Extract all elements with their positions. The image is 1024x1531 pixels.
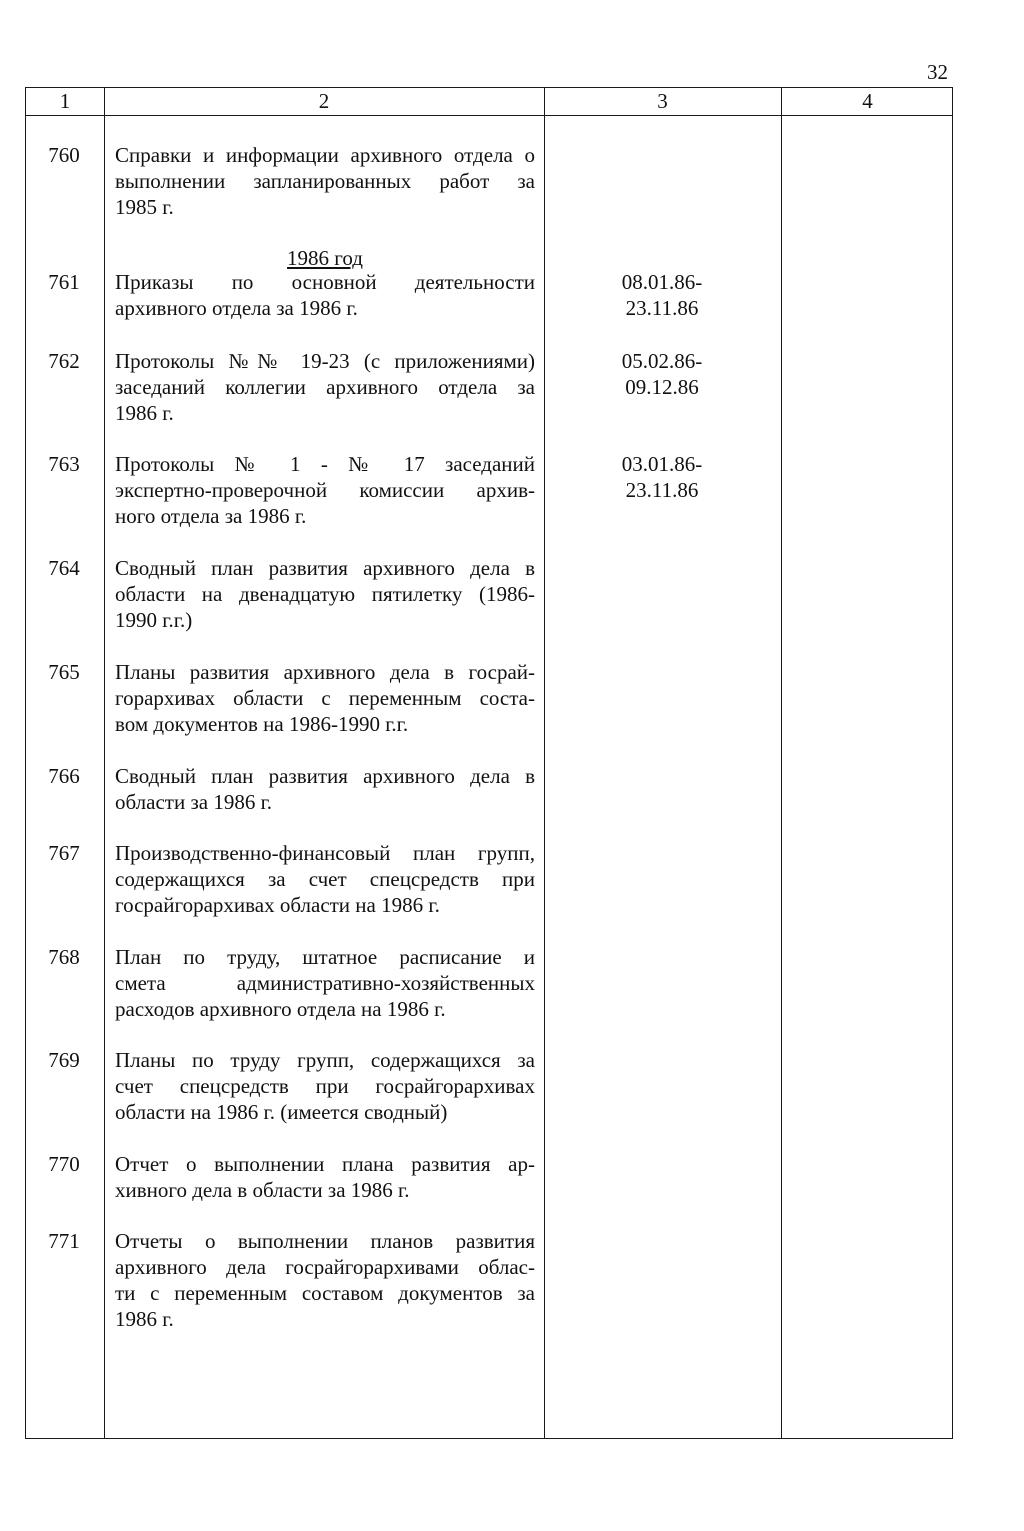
item-title [115,269,535,321]
item-title-line: госрайгорархивах области на 1986 г. [115,893,440,917]
item-number: 763 [48,452,80,476]
item-title-line: области за 1986 г. [115,790,273,814]
item-title-line: архивного отдела за 1986 г. [115,296,358,320]
item-number: 764 [48,556,80,580]
item-title [115,944,535,1022]
item-title-line: экспертно-проверочной комиссии архив- [115,478,535,502]
item-title-line: План по труду, штатное расписание и [115,945,535,969]
item-date: 09.12.86 [625,375,699,399]
item-dates [546,451,778,503]
item-number: 762 [48,349,80,373]
item-title-line: счет спецсредств при госрайгорархивах [115,1074,535,1098]
item-title-line: Справки и информации архивного отдела о [115,143,535,167]
item-date: 03.01.86- [621,452,703,476]
column-header-1: 1 [59,89,71,113]
item-date: 23.11.86 [625,478,699,502]
item-title [115,763,535,815]
item-title-line: вом документов на 1986-1990 г.г. [115,712,409,736]
item-number: 765 [48,660,80,684]
item-title-line: расходов архивного отдела на 1986 г. [115,997,446,1021]
item-title-line: хивного дела в области за 1986 г. [115,1178,410,1202]
item-title-line: Протоколы № 1 - № 17 заседаний [115,452,535,476]
item-number: 769 [48,1048,80,1072]
item-title [115,1228,535,1332]
item-title-line: 1990 г.г.) [115,608,193,632]
year-heading: 1986 год [287,246,363,270]
item-title-line: Отчет о выполнении плана развития ар- [115,1152,535,1176]
page-number: 32 [927,60,948,84]
item-number: 766 [48,764,80,788]
item-title-line: архивного дела госрайгорархивами облас- [115,1255,535,1279]
item-number: 768 [48,945,80,969]
item-number: 770 [48,1152,80,1176]
item-date: 05.02.86- [621,349,703,373]
item-title-line: выполнении запланированных работ за [115,169,535,193]
table-body [26,88,952,1438]
item-title-line: 1985 г. [115,195,174,219]
item-title-line: Планы по труду групп, содержащихся за [115,1048,535,1072]
archive-inventory-table [25,87,953,1439]
item-number: 771 [48,1229,80,1253]
item-title-line: горархивах области с переменным соста- [115,686,535,710]
column-header-3: 3 [657,89,668,113]
item-title-line: Сводный план развития архивного дела в [115,764,535,788]
item-title [115,451,535,529]
item-title-line: Отчеты о выполнении планов развития [115,1229,535,1253]
item-dates [546,269,778,321]
item-number: 760 [48,143,80,167]
item-title-line: ти с переменным составом документов за [115,1281,535,1305]
item-title-line: Производственно-финансовый план групп, [115,841,535,865]
item-title-line: ного отдела за 1986 г. [115,504,307,528]
item-title-line: области на 1986 г. (имеется сводный) [115,1100,448,1124]
item-title-line: смета административно-хозяйственных [115,971,535,995]
item-title [115,142,535,220]
item-title [115,555,535,633]
item-title-line: содержащихся за счет спецсредств при [115,867,535,891]
item-dates [546,348,778,400]
item-date: 08.01.86- [621,270,703,294]
item-title-line: заседаний коллегии архивного отдела за [115,375,535,399]
item-title-line: Сводный план развития архивного дела в [115,556,535,580]
item-number: 761 [48,270,80,294]
column-header-2: 2 [318,89,330,113]
item-title [115,1151,535,1203]
column-header-4: 4 [862,89,873,113]
item-title-line: Протоколы №№ 19-23 (с приложениями) [115,349,535,373]
item-number: 767 [48,841,80,865]
item-title [115,840,535,918]
item-title [115,1047,535,1125]
item-title-line: 1986 г. [115,401,174,425]
item-title-line: области на двенадцатую пятилетку (1986- [115,582,535,606]
item-title [115,659,535,737]
item-title-line: Приказы по основной деятельности [115,270,535,294]
item-date: 23.11.86 [625,296,699,320]
item-title-line: 1986 г. [115,1307,174,1331]
item-title-line: Планы развития архивного дела в госрай- [115,660,535,684]
item-title [115,348,535,426]
